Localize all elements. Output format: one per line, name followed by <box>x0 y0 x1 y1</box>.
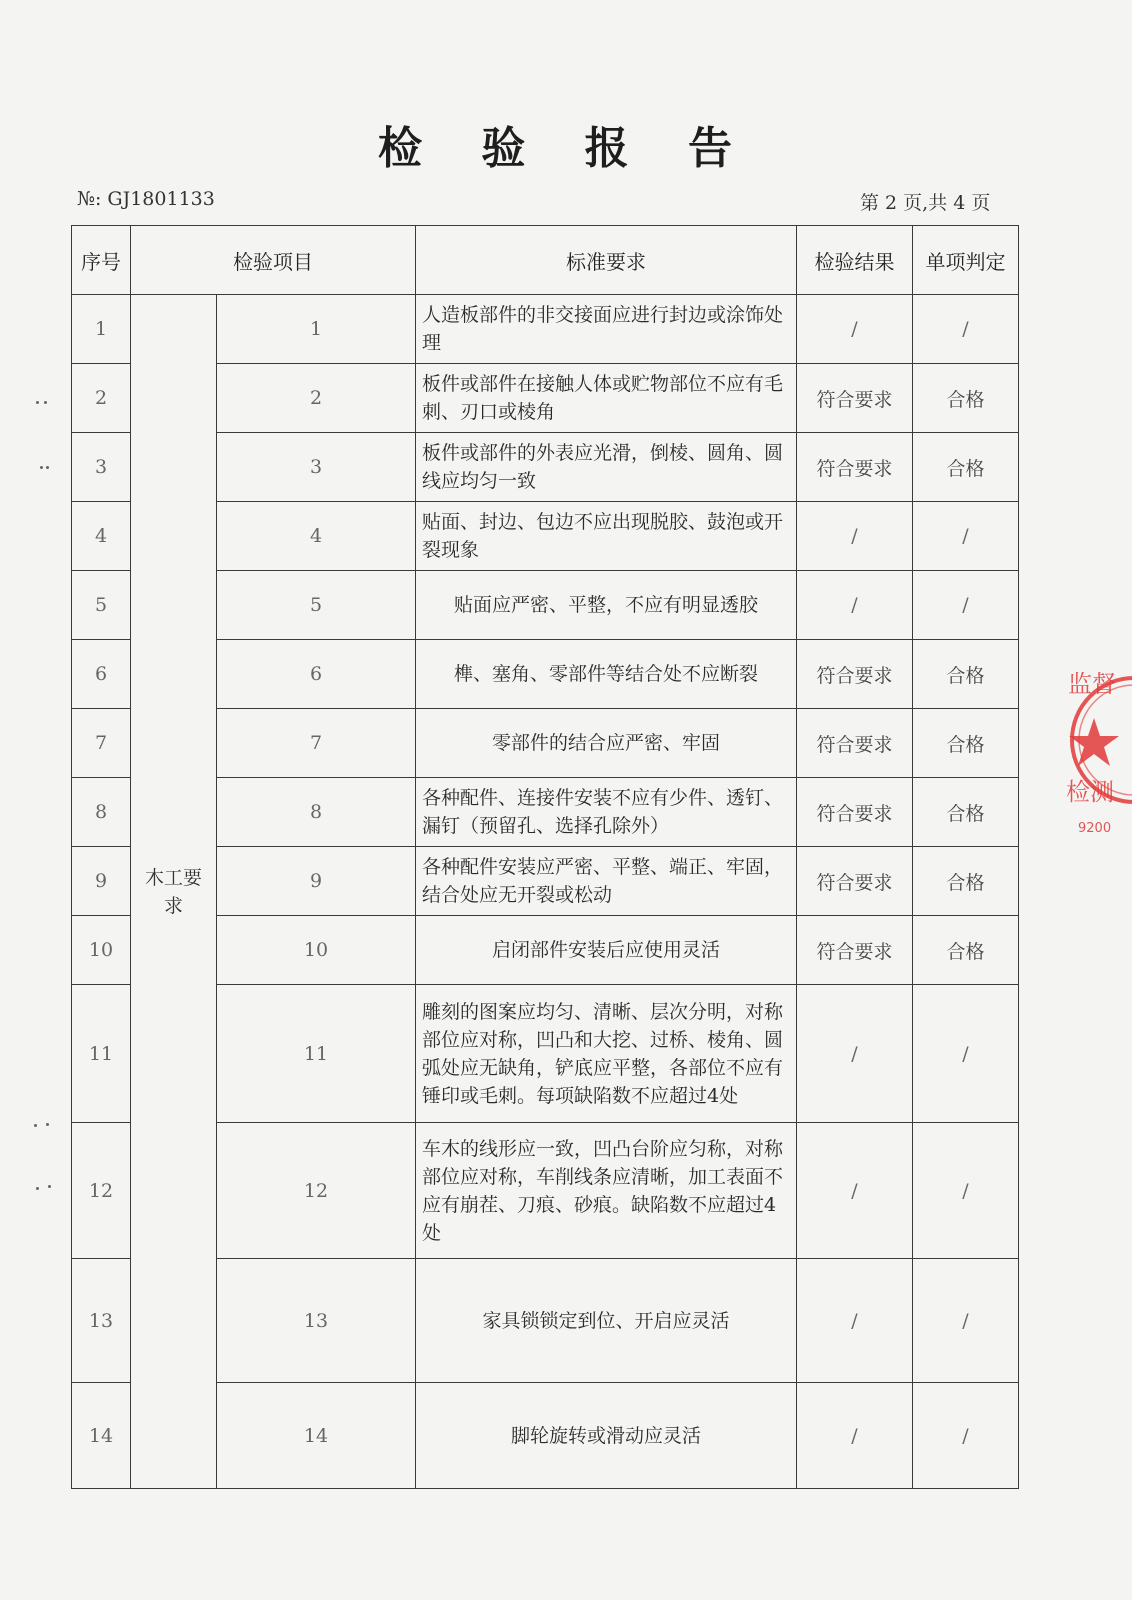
row-result: / <box>797 1383 913 1489</box>
row-requirement: 脚轮旋转或滑动应灵活 <box>416 1383 797 1489</box>
row-result: / <box>797 985 913 1123</box>
row-result: 符合要求 <box>797 847 913 916</box>
row-requirement: 各种配件、连接件安装不应有少件、透钉、漏钉（预留孔、选择孔除外） <box>416 778 797 847</box>
row-result: 符合要求 <box>797 433 913 502</box>
row-result: / <box>797 502 913 571</box>
row-result: 符合要求 <box>797 364 913 433</box>
svg-text:监督: 监督 <box>1068 670 1116 698</box>
row-verdict: 合格 <box>913 364 1019 433</box>
row-verdict: / <box>913 1383 1019 1489</box>
row-requirement: 启闭部件安装后应使用灵活 <box>416 916 797 985</box>
row-seq: 9 <box>72 847 131 916</box>
row-verdict: / <box>913 571 1019 640</box>
row-requirement: 贴面、封边、包边不应出现脱胶、鼓泡或开裂现象 <box>416 502 797 571</box>
row-result: / <box>797 295 913 364</box>
header-requirement: 标准要求 <box>416 226 797 295</box>
row-item: 11 <box>217 985 416 1123</box>
row-result: 符合要求 <box>797 709 913 778</box>
row-item: 4 <box>217 502 416 571</box>
row-requirement: 雕刻的图案应均匀、清晰、层次分明，对称部位应对称，凹凸和大挖、过桥、棱角、圆弧处应无缺角，铲底应平整，各部位不应有锤印或毛刺。每项缺陷数不应超过4处 <box>416 985 797 1123</box>
row-seq: 2 <box>72 364 131 433</box>
scan-speck <box>36 401 39 404</box>
report-number: №: GJ1801133 <box>77 188 215 210</box>
row-requirement: 车木的线形应一致，凹凸台阶应匀称，对称部位应对称，车削线条应清晰，加工表面不应有崩茬、刀痕、砂痕。缺陷数不应超过4处 <box>416 1123 797 1259</box>
row-verdict: 合格 <box>913 778 1019 847</box>
row-item: 14 <box>217 1383 416 1489</box>
row-seq: 7 <box>72 709 131 778</box>
row-verdict: / <box>913 1123 1019 1259</box>
row-seq: 10 <box>72 916 131 985</box>
row-result: / <box>797 1259 913 1383</box>
row-verdict: 合格 <box>913 709 1019 778</box>
row-verdict: 合格 <box>913 916 1019 985</box>
page-indicator: 第 2 页,共 4 页 <box>860 192 991 214</box>
report-title: 检 验 报 告 <box>378 123 754 174</box>
row-item: 12 <box>217 1123 416 1259</box>
row-requirement: 板件或部件的外表应光滑，倒棱、圆角、圆线应均匀一致 <box>416 433 797 502</box>
row-result: / <box>797 571 913 640</box>
row-requirement: 家具锁锁定到位、开启应灵活 <box>416 1259 797 1383</box>
row-item: 13 <box>217 1259 416 1383</box>
header-verdict: 单项判定 <box>913 226 1019 295</box>
group-label-cell <box>131 295 217 1489</box>
inspection-table <box>71 225 1019 1489</box>
table-header-row <box>72 226 1019 295</box>
row-verdict: 合格 <box>913 847 1019 916</box>
row-item: 2 <box>217 364 416 433</box>
header-seq: 序号 <box>72 226 131 295</box>
row-item: 6 <box>217 640 416 709</box>
official-seal-stamp <box>1064 640 1132 840</box>
row-seq: 8 <box>72 778 131 847</box>
row-verdict: 合格 <box>913 433 1019 502</box>
row-item: 9 <box>217 847 416 916</box>
row-verdict: / <box>913 1259 1019 1383</box>
row-requirement: 贴面应严密、平整，不应有明显透胶 <box>416 571 797 640</box>
svg-text:检测: 检测 <box>1066 778 1114 806</box>
row-verdict: / <box>913 502 1019 571</box>
scan-speck <box>44 401 47 404</box>
row-result: 符合要求 <box>797 778 913 847</box>
scan-speck <box>46 466 49 469</box>
row-item: 1 <box>217 295 416 364</box>
scan-speck <box>46 1123 49 1126</box>
header-result: 检验结果 <box>797 226 913 295</box>
row-seq: 12 <box>72 1123 131 1259</box>
row-seq: 14 <box>72 1383 131 1489</box>
row-seq: 1 <box>72 295 131 364</box>
row-requirement: 榫、塞角、零部件等结合处不应断裂 <box>416 640 797 709</box>
group-label: 木工要求 <box>144 866 202 917</box>
row-item: 7 <box>217 709 416 778</box>
row-requirement: 各种配件安装应严密、平整、端正、牢固，结合处应无开裂或松动 <box>416 847 797 916</box>
header-item: 检验项目 <box>131 226 416 295</box>
row-item: 8 <box>217 778 416 847</box>
svg-text:9200: 9200 <box>1078 821 1112 836</box>
row-result: 符合要求 <box>797 640 913 709</box>
table-row <box>72 295 1019 364</box>
row-verdict: 合格 <box>913 640 1019 709</box>
row-seq: 5 <box>72 571 131 640</box>
row-item: 3 <box>217 433 416 502</box>
row-item: 5 <box>217 571 416 640</box>
row-requirement: 零部件的结合应严密、牢固 <box>416 709 797 778</box>
scan-speck <box>34 1124 37 1127</box>
row-seq: 6 <box>72 640 131 709</box>
row-result: 符合要求 <box>797 916 913 985</box>
row-requirement: 人造板部件的非交接面应进行封边或涂饰处理 <box>416 295 797 364</box>
row-result: / <box>797 1123 913 1259</box>
row-seq: 3 <box>72 433 131 502</box>
row-requirement: 板件或部件在接触人体或贮物部位不应有毛刺、刃口或棱角 <box>416 364 797 433</box>
row-item: 10 <box>217 916 416 985</box>
row-verdict: / <box>913 295 1019 364</box>
row-seq: 11 <box>72 985 131 1123</box>
row-seq: 13 <box>72 1259 131 1383</box>
scan-speck <box>48 1185 51 1188</box>
scan-speck <box>36 1187 39 1190</box>
row-verdict: / <box>913 985 1019 1123</box>
scan-speck <box>40 466 43 469</box>
row-seq: 4 <box>72 502 131 571</box>
